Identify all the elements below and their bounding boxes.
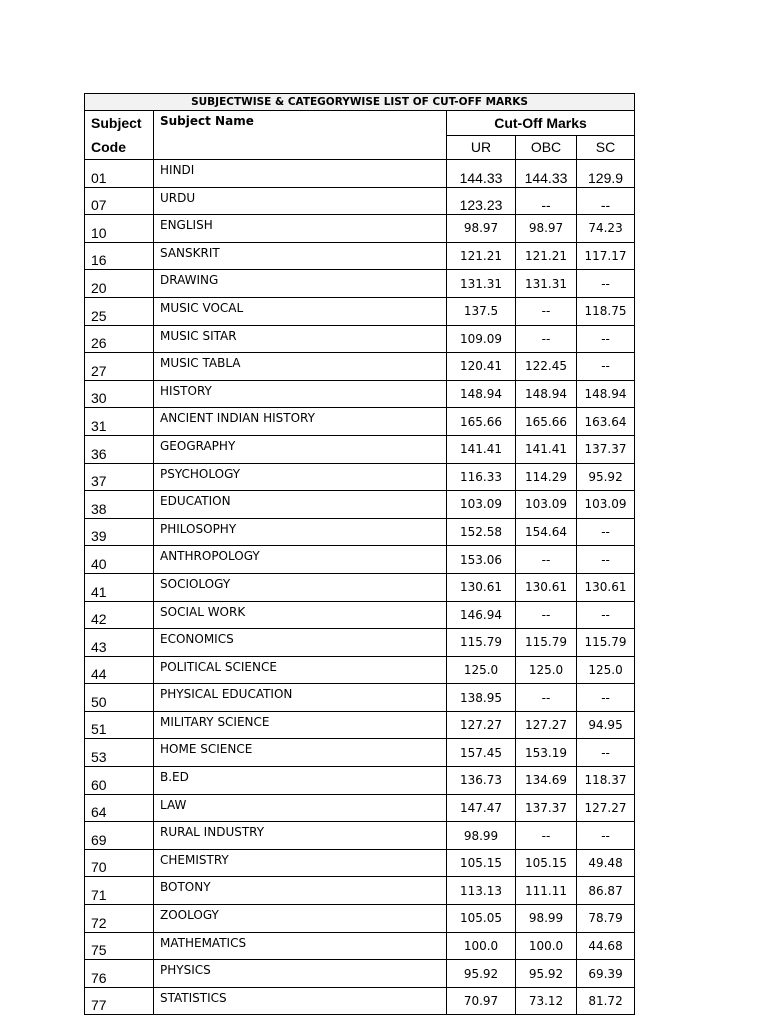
table-row <box>85 794 635 822</box>
sc-mark-cell: 127.27 <box>577 794 635 822</box>
subject-name-cell: SOCIAL WORK <box>154 601 447 629</box>
subject-code-cell: 77 <box>85 987 154 1015</box>
ur-mark-cell: 137.5 <box>447 297 516 325</box>
subject-name-cell: MUSIC TABLA <box>154 353 447 381</box>
sc-mark-cell: 94.95 <box>577 711 635 739</box>
obc-mark-cell: 141.41 <box>516 435 577 463</box>
subject-code-cell: 75 <box>85 932 154 960</box>
sc-mark-cell: 163.64 <box>577 408 635 436</box>
subject-code-cell: 71 <box>85 877 154 905</box>
table-row <box>85 877 635 905</box>
table-row <box>85 960 635 988</box>
sc-mark-cell: 103.09 <box>577 491 635 519</box>
subject-name-cell: BOTONY <box>154 877 447 905</box>
subject-code-cell: 27 <box>85 353 154 381</box>
subject-code-cell: 42 <box>85 601 154 629</box>
table-row <box>85 160 635 188</box>
cutoff-marks-header: Cut-Off Marks <box>447 111 635 136</box>
sc-mark-cell: -- <box>577 270 635 298</box>
table-row <box>85 987 635 1015</box>
ur-mark-cell: 121.21 <box>447 242 516 270</box>
obc-mark-cell: 131.31 <box>516 270 577 298</box>
table-row <box>85 435 635 463</box>
sc-mark-cell: 118.37 <box>577 767 635 795</box>
subject-name-cell: URDU <box>154 187 447 215</box>
subject-name-cell: SANSKRIT <box>154 242 447 270</box>
table-row <box>85 767 635 795</box>
sc-mark-cell: -- <box>577 822 635 850</box>
obc-mark-cell: -- <box>516 684 577 712</box>
subject-code-cell: 41 <box>85 573 154 601</box>
ur-mark-cell: 109.09 <box>447 325 516 353</box>
sc-mark-cell: 118.75 <box>577 297 635 325</box>
subject-name-cell: MILITARY SCIENCE <box>154 711 447 739</box>
subject-name-cell: ANTHROPOLOGY <box>154 546 447 574</box>
ur-mark-cell: 144.33 <box>447 160 516 188</box>
table-row <box>85 187 635 215</box>
table-row <box>85 739 635 767</box>
obc-mark-cell: 153.19 <box>516 739 577 767</box>
sc-mark-cell: 115.79 <box>577 629 635 657</box>
ur-mark-cell: 98.97 <box>447 215 516 243</box>
sc-mark-cell: 129.9 <box>577 160 635 188</box>
ur-mark-cell: 147.47 <box>447 794 516 822</box>
obc-mark-cell: -- <box>516 297 577 325</box>
obc-mark-cell: 98.99 <box>516 905 577 933</box>
subject-code-header <box>85 111 154 160</box>
obc-mark-cell: -- <box>516 325 577 353</box>
sc-mark-cell: -- <box>577 325 635 353</box>
sc-mark-cell: 81.72 <box>577 987 635 1015</box>
subject-name-cell: DRAWING <box>154 270 447 298</box>
table-row <box>85 573 635 601</box>
sc-mark-cell: 44.68 <box>577 932 635 960</box>
subject-name-cell: HISTORY <box>154 380 447 408</box>
ur-mark-cell: 100.0 <box>447 932 516 960</box>
sc-mark-cell: -- <box>577 601 635 629</box>
obc-mark-cell: 122.45 <box>516 353 577 381</box>
obc-mark-cell: -- <box>516 546 577 574</box>
obc-mark-cell: -- <box>516 187 577 215</box>
category-header-sc: SC <box>577 135 635 160</box>
subject-code-cell: 10 <box>85 215 154 243</box>
subject-code-cell: 43 <box>85 629 154 657</box>
header-row <box>85 111 635 136</box>
ur-mark-cell: 148.94 <box>447 380 516 408</box>
subject-code-cell: 40 <box>85 546 154 574</box>
sc-mark-cell: 86.87 <box>577 877 635 905</box>
sc-mark-cell: 74.23 <box>577 215 635 243</box>
table-row <box>85 905 635 933</box>
subject-code-cell: 69 <box>85 822 154 850</box>
table-row <box>85 684 635 712</box>
table-row <box>85 215 635 243</box>
subject-code-cell: 25 <box>85 297 154 325</box>
subject-name-cell: CHEMISTRY <box>154 849 447 877</box>
obc-mark-cell: 95.92 <box>516 960 577 988</box>
table-row <box>85 297 635 325</box>
cutoff-marks-table <box>84 93 635 1015</box>
obc-mark-cell: 127.27 <box>516 711 577 739</box>
sc-mark-cell: 95.92 <box>577 463 635 491</box>
table-row <box>85 546 635 574</box>
subject-code-cell: 53 <box>85 739 154 767</box>
subject-code-cell: 39 <box>85 518 154 546</box>
ur-mark-cell: 131.31 <box>447 270 516 298</box>
subject-name-cell: HINDI <box>154 160 447 188</box>
subject-name-cell: MUSIC SITAR <box>154 325 447 353</box>
subject-code-cell: 51 <box>85 711 154 739</box>
subject-code-cell: 01 <box>85 160 154 188</box>
subject-name-cell: GEOGRAPHY <box>154 435 447 463</box>
obc-mark-cell: 154.64 <box>516 518 577 546</box>
subject-code-cell: 76 <box>85 960 154 988</box>
ur-mark-cell: 136.73 <box>447 767 516 795</box>
ur-mark-cell: 125.0 <box>447 656 516 684</box>
sc-mark-cell: 117.17 <box>577 242 635 270</box>
ur-mark-cell: 103.09 <box>447 491 516 519</box>
sc-mark-cell: 49.48 <box>577 849 635 877</box>
subject-code-cell: 31 <box>85 408 154 436</box>
subject-name-cell: LAW <box>154 794 447 822</box>
ur-mark-cell: 113.13 <box>447 877 516 905</box>
obc-mark-cell: 148.94 <box>516 380 577 408</box>
table-body <box>85 94 635 1015</box>
subject-name-cell: B.ED <box>154 767 447 795</box>
obc-mark-cell: 134.69 <box>516 767 577 795</box>
obc-mark-cell: 130.61 <box>516 573 577 601</box>
subject-name-cell: HOME SCIENCE <box>154 739 447 767</box>
ur-mark-cell: 165.66 <box>447 408 516 436</box>
table-row <box>85 849 635 877</box>
subject-code-header-line2: Code <box>91 139 126 155</box>
table-row <box>85 711 635 739</box>
table-row <box>85 353 635 381</box>
obc-mark-cell: 98.97 <box>516 215 577 243</box>
subject-name-cell: SOCIOLOGY <box>154 573 447 601</box>
table-row <box>85 656 635 684</box>
obc-mark-cell: 105.15 <box>516 849 577 877</box>
subject-name-cell: STATISTICS <box>154 987 447 1015</box>
obc-mark-cell: 125.0 <box>516 656 577 684</box>
table-row <box>85 242 635 270</box>
table-row <box>85 601 635 629</box>
subject-name-cell: ECONOMICS <box>154 629 447 657</box>
subject-name-cell: PHYSICAL EDUCATION <box>154 684 447 712</box>
ur-mark-cell: 95.92 <box>447 960 516 988</box>
subject-name-cell: MUSIC VOCAL <box>154 297 447 325</box>
ur-mark-cell: 146.94 <box>447 601 516 629</box>
subject-name-cell: ANCIENT INDIAN HISTORY <box>154 408 447 436</box>
ur-mark-cell: 120.41 <box>447 353 516 381</box>
sc-mark-cell: 148.94 <box>577 380 635 408</box>
subject-code-cell: 16 <box>85 242 154 270</box>
sc-mark-cell: 69.39 <box>577 960 635 988</box>
obc-mark-cell: 103.09 <box>516 491 577 519</box>
obc-mark-cell: 111.11 <box>516 877 577 905</box>
subject-name-cell: POLITICAL SCIENCE <box>154 656 447 684</box>
obc-mark-cell: 114.29 <box>516 463 577 491</box>
subject-code-cell: 07 <box>85 187 154 215</box>
table-row <box>85 822 635 850</box>
sc-mark-cell: -- <box>577 546 635 574</box>
ur-mark-cell: 141.41 <box>447 435 516 463</box>
subject-name-cell: MATHEMATICS <box>154 932 447 960</box>
table-row <box>85 270 635 298</box>
table-row <box>85 463 635 491</box>
obc-mark-cell: -- <box>516 601 577 629</box>
subject-code-cell: 36 <box>85 435 154 463</box>
title-row <box>85 94 635 111</box>
ur-mark-cell: 70.97 <box>447 987 516 1015</box>
obc-mark-cell: 73.12 <box>516 987 577 1015</box>
sc-mark-cell: 130.61 <box>577 573 635 601</box>
subject-code-cell: 60 <box>85 767 154 795</box>
sc-mark-cell: 125.0 <box>577 656 635 684</box>
ur-mark-cell: 130.61 <box>447 573 516 601</box>
subject-name-header: Subject Name <box>154 111 447 160</box>
table-row <box>85 380 635 408</box>
subject-code-cell: 30 <box>85 380 154 408</box>
ur-mark-cell: 116.33 <box>447 463 516 491</box>
subject-code-header-line1: Subject <box>91 115 142 131</box>
subject-name-cell: PSYCHOLOGY <box>154 463 447 491</box>
table-title: SUBJECTWISE & CATEGORYWISE LIST OF CUT-OFF MARKS <box>85 94 635 111</box>
subject-name-cell: EDUCATION <box>154 491 447 519</box>
subject-code-cell: 70 <box>85 849 154 877</box>
ur-mark-cell: 105.15 <box>447 849 516 877</box>
obc-mark-cell: -- <box>516 822 577 850</box>
ur-mark-cell: 115.79 <box>447 629 516 657</box>
subject-name-cell: PHYSICS <box>154 960 447 988</box>
sc-mark-cell: 137.37 <box>577 435 635 463</box>
table-row <box>85 491 635 519</box>
subject-code-cell: 38 <box>85 491 154 519</box>
table-row <box>85 932 635 960</box>
ur-mark-cell: 157.45 <box>447 739 516 767</box>
subject-code-cell: 20 <box>85 270 154 298</box>
ur-mark-cell: 138.95 <box>447 684 516 712</box>
table-row <box>85 325 635 353</box>
sc-mark-cell: -- <box>577 187 635 215</box>
ur-mark-cell: 123.23 <box>447 187 516 215</box>
subject-code-cell: 44 <box>85 656 154 684</box>
subject-name-cell: ZOOLOGY <box>154 905 447 933</box>
obc-mark-cell: 137.37 <box>516 794 577 822</box>
subject-name-cell: RURAL INDUSTRY <box>154 822 447 850</box>
subject-code-cell: 37 <box>85 463 154 491</box>
table-row <box>85 518 635 546</box>
category-header-ur: UR <box>447 135 516 160</box>
obc-mark-cell: 144.33 <box>516 160 577 188</box>
sc-mark-cell: -- <box>577 518 635 546</box>
subject-name-cell: ENGLISH <box>154 215 447 243</box>
ur-mark-cell: 153.06 <box>447 546 516 574</box>
category-header-obc: OBC <box>516 135 577 160</box>
ur-mark-cell: 105.05 <box>447 905 516 933</box>
ur-mark-cell: 98.99 <box>447 822 516 850</box>
obc-mark-cell: 100.0 <box>516 932 577 960</box>
subject-code-cell: 72 <box>85 905 154 933</box>
obc-mark-cell: 121.21 <box>516 242 577 270</box>
obc-mark-cell: 165.66 <box>516 408 577 436</box>
ur-mark-cell: 127.27 <box>447 711 516 739</box>
subject-code-cell: 64 <box>85 794 154 822</box>
subject-name-cell: PHILOSOPHY <box>154 518 447 546</box>
table-row <box>85 629 635 657</box>
table-row <box>85 408 635 436</box>
obc-mark-cell: 115.79 <box>516 629 577 657</box>
sc-mark-cell: -- <box>577 739 635 767</box>
subject-code-cell: 26 <box>85 325 154 353</box>
sc-mark-cell: 78.79 <box>577 905 635 933</box>
sc-mark-cell: -- <box>577 684 635 712</box>
subject-code-cell: 50 <box>85 684 154 712</box>
sc-mark-cell: -- <box>577 353 635 381</box>
ur-mark-cell: 152.58 <box>447 518 516 546</box>
